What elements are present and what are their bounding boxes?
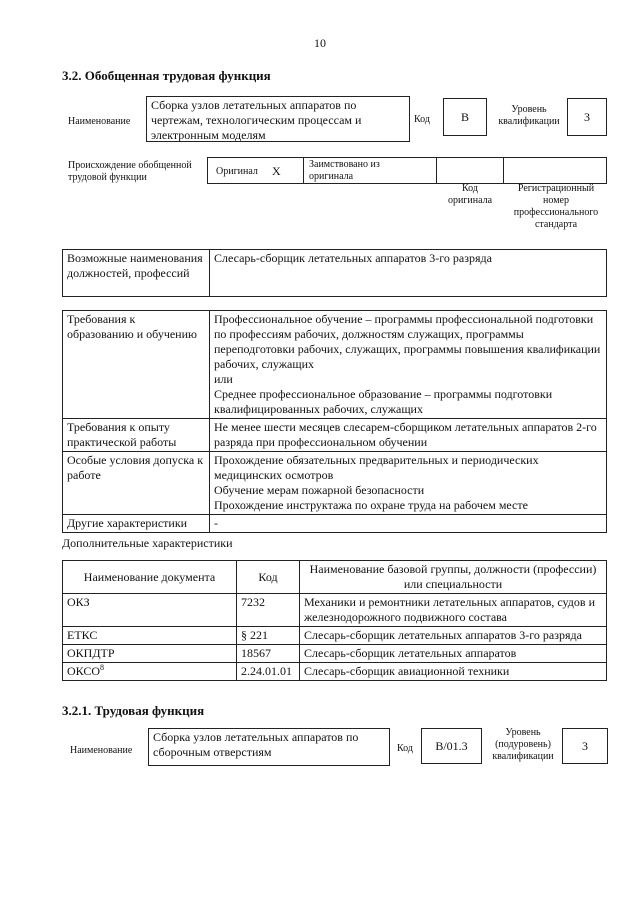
function-title: 3.2.1. Трудовая функция [62, 703, 205, 718]
table-row [63, 663, 607, 681]
requirement-label: Требования к образованию и обучению [63, 311, 210, 419]
origin-reg-number-label: Регистрационный номер профессионального стандарта [513, 183, 599, 230]
requirement-row-experience [63, 419, 607, 452]
additional-code: 7232 [237, 594, 300, 627]
requirement-row-other [63, 515, 607, 533]
requirement-line: - [214, 516, 218, 530]
general-name-field [146, 96, 410, 142]
page-number: 10 [314, 36, 326, 50]
additional-doc: ОКСО$^8$ [63, 663, 237, 681]
function-level-field [562, 728, 608, 764]
requirement-line: Не менее шести месяцев слесарем-сборщиком летательных аппаратов 2-го разряда при профессиональном обучении [214, 420, 597, 449]
general-level-value: 3 [584, 110, 590, 124]
origin-code-cell [436, 157, 504, 184]
general-code-label: Код [414, 114, 430, 125]
additional-doc: ЕТКС [63, 627, 237, 645]
function-name-field [148, 728, 390, 766]
additional-code: 18567 [237, 645, 300, 663]
requirement-line: Прохождение обязательных предварительных и периодических медицинских осмотров [214, 453, 539, 482]
general-code-field [443, 98, 487, 136]
requirement-line: Профессиональное обучение – программы профессиональной подготовки по профессиям рабочих, должностям служащих, программы переподготовки рабочих, служащих, программы повышения квалификации рабочих, служащих [214, 312, 601, 371]
additional-header-row [63, 561, 607, 594]
requirement-label: Требования к опыту практической работы [63, 419, 210, 452]
table-row [63, 645, 607, 663]
additional-table [62, 560, 607, 681]
requirements-table [62, 310, 607, 533]
additional-title: Дополнительные характеристики [62, 536, 233, 550]
origin-original-mark: X [272, 164, 281, 178]
positions-value: Слесарь-сборщик летательных аппаратов 3-го разряда [210, 250, 607, 297]
requirement-line: или [214, 372, 233, 386]
requirement-line: Прохождение инструктажа по охране труда на рабочем месте [214, 498, 528, 512]
requirement-line: Среднее профессиональное образование – программы подготовки квалифицированных рабочих, служащих [214, 387, 553, 416]
table-row [63, 594, 607, 627]
function-level-value: 3 [582, 739, 588, 753]
origin-borrowed-label: Заимствовано из оригинала [309, 159, 380, 182]
function-code-field [421, 728, 482, 764]
requirement-value [210, 419, 607, 452]
additional-name: Слесарь-сборщик летательных аппаратов [300, 645, 607, 663]
requirement-row-education [63, 311, 607, 419]
general-name-value: Сборка узлов летательных аппаратов по чертежам, технологическим процессам и электронным моделям [151, 98, 362, 142]
function-level-label: Уровень (подуровень) квалификации [492, 727, 554, 762]
additional-header-name: Наименование базовой группы, должности (профессии) или специальности [300, 561, 607, 594]
origin-borrowed-cell [303, 157, 437, 184]
requirement-value [210, 452, 607, 515]
additional-doc: ОКПДТР [63, 645, 237, 663]
additional-doc: ОКЗ [63, 594, 237, 627]
origin-original-cell [207, 157, 304, 184]
additional-code: § 221 [237, 627, 300, 645]
requirement-label: Особые условия допуска к работе [63, 452, 210, 515]
general-level-field [567, 98, 607, 136]
footnote-marker: 8 [100, 663, 105, 672]
additional-code: 2.24.01.01 [237, 663, 300, 681]
section-title: 3.2. Обобщенная трудовая функция [62, 68, 271, 83]
requirement-value [210, 515, 607, 533]
general-level-label: Уровень квалификации [498, 104, 560, 127]
additional-name: Слесарь-сборщик авиационной техники [300, 663, 607, 681]
origin-original-label: Оригинал [216, 166, 258, 177]
requirement-value [210, 311, 607, 419]
table-row [63, 627, 607, 645]
additional-name: Механики и ремонтники летательных аппаратов, судов и железнодорожного подвижного состава [300, 594, 607, 627]
origin-code-original-label: Код оригинала [447, 183, 493, 206]
general-code-value: B [460, 110, 469, 124]
additional-header-code: Код [237, 561, 300, 594]
general-name-label: Наименование [68, 116, 131, 127]
additional-header-doc: Наименование документа [63, 561, 237, 594]
origin-label: Происхождение обобщенной трудовой функции [68, 160, 192, 183]
function-code-value: B/01.3 [435, 739, 468, 753]
requirement-label: Другие характеристики [63, 515, 210, 533]
function-code-label: Код [397, 743, 413, 754]
origin-reg-cell [503, 157, 607, 184]
requirement-row-conditions [63, 452, 607, 515]
additional-name: Слесарь-сборщик летательных аппаратов 3-го разряда [300, 627, 607, 645]
function-name-label: Наименование [70, 745, 133, 756]
function-name-value: Сборка узлов летательных аппаратов по сборочным отверстиям [153, 730, 359, 759]
positions-table [62, 249, 607, 297]
requirement-line: Обучение мерам пожарной безопасности [214, 483, 425, 497]
positions-label: Возможные наименования должностей, профессий [63, 250, 210, 297]
